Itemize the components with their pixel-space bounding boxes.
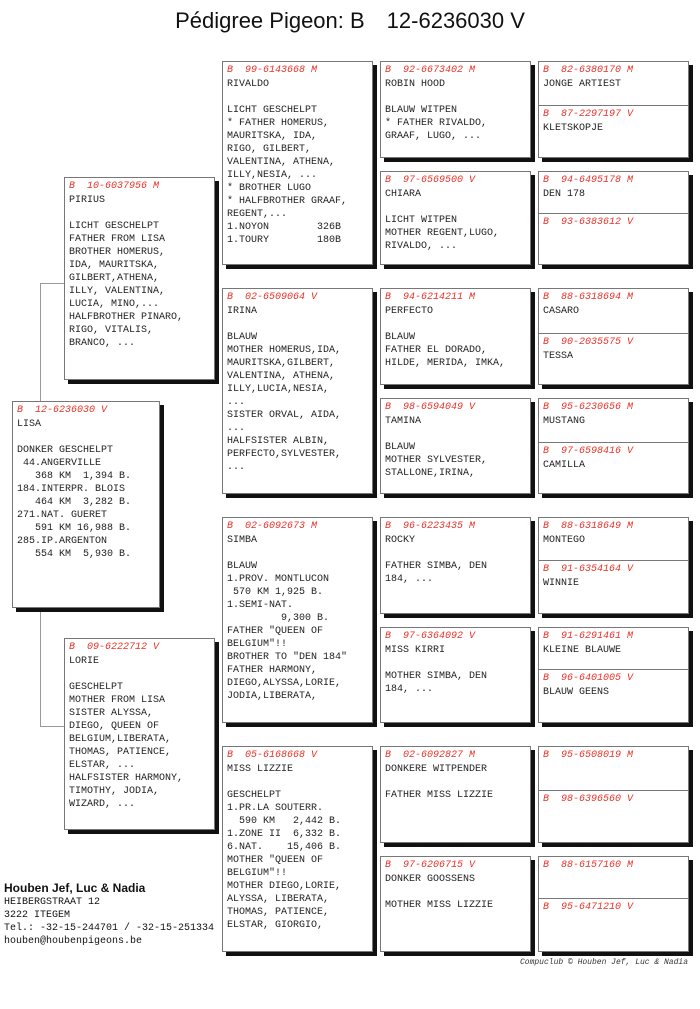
page-title <box>0 8 700 34</box>
grandparent-card <box>222 517 373 723</box>
ring-number: B 87-2297197 V <box>543 109 634 120</box>
great-grandparent-card <box>380 171 531 265</box>
great-grandparent-card <box>380 627 531 723</box>
ring-number: B 96-6223435 M <box>385 521 476 532</box>
great-grandparent-card <box>380 288 531 385</box>
ancestor-pair-card <box>538 171 689 265</box>
pigeon-notes: BLAUW 1.PROV. MONTLUCON 570 KM 1,925 B. 1.SEMI-NAT. 9,300 B. FATHER "QUEEN OF BELGIUM"!! BROTHER TO "DEN 184" FATHER HARMONY, DIEGO,ALYSSA,LORIE, JODIA,LIBERATA, <box>227 561 348 702</box>
dam-section <box>539 213 688 264</box>
pigeon-name: ROBIN HOOD <box>385 79 446 90</box>
pigeon-name: PERFECTO <box>385 306 434 317</box>
pigeon-name: CHIARA <box>385 189 422 200</box>
pigeon-name: PIRIUS <box>69 195 106 206</box>
pigeon-name: MUSTANG <box>543 416 586 427</box>
ring-number: B 98-6396560 V <box>543 794 634 805</box>
pigeon-notes: LICHT GESCHELPT * FATHER HOMERUS, MAURITSKA, IDA, RIGO, GILBERT, VALENTINA, ATHENA, ILLY,NESIA, ... * BROTHER LUGO * HALFBROTHER GRAAF, REGENT,... 1.NOYON 326B 1.TOURY 180B <box>227 105 348 246</box>
ring-number: B 97-6598416 V <box>543 446 634 457</box>
ring-number: B 12-6236030 V <box>17 405 108 416</box>
ring-number: B 95-6508019 M <box>543 750 634 761</box>
ring-number: B 88-6318649 M <box>543 521 634 532</box>
grandparent-card <box>222 746 373 952</box>
pigeon-name: JONGE ARTIEST <box>543 79 622 90</box>
pigeon-notes: FATHER SIMBA, DEN 184, ... <box>385 561 488 585</box>
owner-phone: Tel.: -32-15-244701 / -32-15-251334 <box>4 923 215 934</box>
ring-number: B 09-6222712 V <box>69 642 160 653</box>
ring-number: B 98-6594049 V <box>385 402 476 413</box>
pigeon-notes: DONKER GESCHELPT 44.ANGERVILLE 368 KM 1,394 B. 184.INTERPR. BLOIS 464 KM 3,282 B. 271.NAT. GUERET 591 KM 16,988 B. 285.IP.ARGENTON 554 KM 5,930 B. <box>17 445 132 560</box>
pigeon-name: TAMINA <box>385 416 422 427</box>
ancestor-pair-card <box>538 627 689 723</box>
pigeon-notes: LICHT WITPEN MOTHER REGENT,LUGO, RIVALDO, ... <box>385 215 500 252</box>
pigeon-notes: BLAUW FATHER EL DORADO, HILDE, MERIDA, IMKA, <box>385 332 506 369</box>
ring-number: B 05-6168668 V <box>227 750 318 761</box>
pigeon-name: LISA <box>17 419 42 430</box>
ancestor-pair-card <box>538 61 689 158</box>
ancestor-pair-card <box>538 856 689 952</box>
title-ring: 12-6236030 V <box>386 8 525 33</box>
pigeon-notes: GESCHELPT MOTHER FROM LISA SISTER ALYSSA, DIEGO, QUEEN OF BELGIUM,LIBERATA, THOMAS, PATIENCE, ELSTAR, ... HALFSISTER HARMONY, TIMOTHY, JODIA, WIZARD, ... <box>69 682 184 810</box>
connector-sire <box>40 283 65 402</box>
great-grandparent-card <box>380 517 531 614</box>
owner-street: HEIBERGSTRAAT 12 <box>4 897 101 908</box>
sire-card <box>64 177 215 380</box>
ring-number: B 94-6214211 M <box>385 292 476 303</box>
pigeon-notes: BLAUW WITPEN * FATHER RIVALDO, GRAAF, LUGO, ... <box>385 105 488 142</box>
pigeon-name: WINNIE <box>543 578 580 589</box>
grandparent-card <box>222 61 373 265</box>
pigeon-notes: MOTHER MISS LIZZIE <box>385 900 494 911</box>
pigeon-name: DONKER GOOSSENS <box>385 874 476 885</box>
dam-section <box>539 898 688 951</box>
pigeon-name: RIVALDO <box>227 79 270 90</box>
ring-number: B 97-6364092 V <box>385 631 476 642</box>
pigeon-notes: BLAUW MOTHER SYLVESTER, STALLONE,IRINA, <box>385 442 488 479</box>
ring-number: B 02-6092827 M <box>385 750 476 761</box>
ring-number: B 02-6092673 M <box>227 521 318 532</box>
great-grandparent-card <box>380 61 531 158</box>
ring-number: B 97-6569500 V <box>385 175 476 186</box>
pigeon-name: IRINA <box>227 306 258 317</box>
pigeon-notes: BLAUW MOTHER HOMERUS,IDA, MAURITSKA,GILBERT, VALENTINA, ATHENA, ILLY,LUCIA,NESIA, ... SISTER ORVAL, AIDA, ... HALFSISTER ALBIN, PERFECTO,SYLVESTER, ... <box>227 332 342 473</box>
ring-number: B 99-6143668 M <box>227 65 318 76</box>
pigeon-name: KLETSKOPJE <box>543 123 604 134</box>
pigeon-name: KLEINE BLAUWE <box>543 645 622 656</box>
pigeon-name: CASARO <box>543 306 580 317</box>
ancestor-pair-card <box>538 398 689 494</box>
dam-section <box>539 333 688 384</box>
great-grandparent-card <box>380 398 531 494</box>
dam-section <box>539 669 688 722</box>
ring-number: B 88-6157160 M <box>543 860 634 871</box>
pigeon-notes: GESCHELPT 1.PR.LA SOUTERR. 590 KM 2,442 B. 1.ZONE II 6,332 B. 6.NAT. 15,406 B. MOTHER "QUEEN OF BELGIUM"!! MOTHER DIEGO,LORIE, ALYSSA, LIBERATA, THOMAS, PATIENCE, ELSTAR, GIORGIO, <box>227 790 342 931</box>
great-grandparent-card <box>380 856 531 952</box>
dam-section <box>539 560 688 613</box>
ring-number: B 95-6230656 M <box>543 402 634 413</box>
owner-info <box>4 880 214 948</box>
pigeon-name: LORIE <box>69 656 100 667</box>
ring-number: B 93-6383612 V <box>543 217 634 228</box>
owner-name: Houben Jef, Luc & Nadia <box>4 881 146 895</box>
dam-card <box>64 638 215 830</box>
dam-section <box>539 790 688 842</box>
ring-number: B 97-6206715 V <box>385 860 476 871</box>
pigeon-notes: LICHT GESCHELPT FATHER FROM LISA BROTHER HOMERUS, IDA, MAURITSKA, GILBERT,ATHENA, ILLY, VALENTINA, LUCIA, MINO,... HALFBROTHER PINARO, RIGO, VITALIS, BRANCO, ... <box>69 221 184 349</box>
ancestor-pair-card <box>538 746 689 843</box>
subject-card <box>12 401 160 608</box>
pigeon-name: TESSA <box>543 351 574 362</box>
pigeon-name: ROCKY <box>385 535 416 546</box>
ancestor-pair-card <box>538 288 689 385</box>
pigeon-name: DEN 178 <box>543 189 586 200</box>
owner-city: 3222 ITEGEM <box>4 910 71 921</box>
title-label: Pédigree Pigeon: B <box>175 8 365 33</box>
pigeon-name: BLAUW GEENS <box>543 687 610 698</box>
credit-text: Compuclub © Houben Jef, Luc & Nadia <box>519 958 688 967</box>
ring-number: B 02-6509064 V <box>227 292 318 303</box>
ring-number: B 92-6673402 M <box>385 65 476 76</box>
pigeon-name: DONKERE WITPENDER <box>385 764 488 775</box>
ring-number: B 88-6318694 M <box>543 292 634 303</box>
ring-number: B 82-6380170 M <box>543 65 634 76</box>
pigeon-notes: MOTHER SIMBA, DEN 184, ... <box>385 671 488 695</box>
pigeon-name: MISS KIRRI <box>385 645 446 656</box>
ring-number: B 91-6354164 V <box>543 564 634 575</box>
ring-number: B 94-6495178 M <box>543 175 634 186</box>
ring-number: B 95-6471210 V <box>543 902 634 913</box>
ring-number: B 91-6291461 M <box>543 631 634 642</box>
dam-section <box>539 442 688 493</box>
owner-email[interactable]: houben@houbenpigeons.be <box>4 936 143 947</box>
pigeon-name: SIMBA <box>227 535 258 546</box>
connector-dam <box>40 608 65 727</box>
ancestor-pair-card <box>538 517 689 614</box>
ring-number: B 96-6401005 V <box>543 673 634 684</box>
pigeon-name: MISS LIZZIE <box>227 764 294 775</box>
great-grandparent-card <box>380 746 531 843</box>
pigeon-name: MONTEGO <box>543 535 586 546</box>
ring-number: B 10-6037956 M <box>69 181 160 192</box>
ring-number: B 90-2035575 V <box>543 337 634 348</box>
grandparent-card <box>222 288 373 494</box>
pigeon-name: CAMILLA <box>543 460 586 471</box>
dam-section <box>539 105 688 157</box>
pigeon-notes: FATHER MISS LIZZIE <box>385 790 494 801</box>
